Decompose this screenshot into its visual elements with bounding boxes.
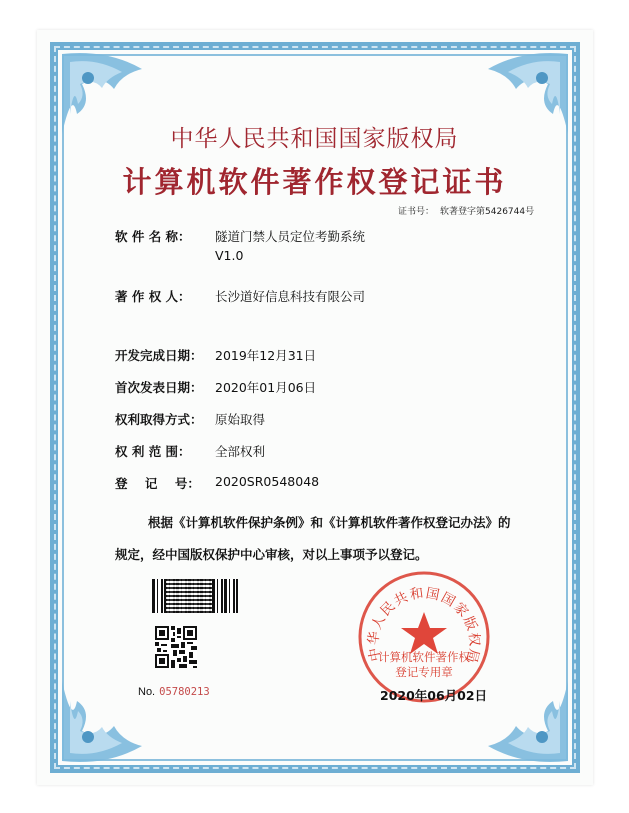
field-label: 著 作 权 人：	[115, 289, 191, 304]
field-software-name	[115, 227, 365, 263]
field-label: 权 利 范 围：	[115, 444, 191, 459]
issue-date: 2020年06月02日	[380, 688, 488, 703]
field-label: 权利取得方式：	[115, 412, 203, 427]
field-label: 登 记 号：	[115, 476, 200, 491]
seal-text-line-1: 计算机软件著作权	[378, 650, 470, 664]
certificate-number-value: 软著登字第5426744号	[440, 207, 535, 217]
publish-date-value: 2020年01月06日	[215, 380, 317, 395]
body-text-line-1: 根据《计算机软件保护条例》和《计算机软件著作权登记办法》的	[148, 515, 511, 530]
serial-number	[138, 686, 210, 698]
serial-value: 05780213	[159, 686, 210, 698]
issuer-title: 中华人民共和国国家版权局	[170, 126, 459, 152]
qr-code	[155, 626, 197, 668]
field-scope	[115, 442, 265, 460]
corner-ornament	[52, 671, 152, 771]
reg-number-value: 2020SR0548048	[215, 474, 320, 489]
field-dev-date	[115, 346, 316, 364]
seal-ring-text: 中华人民共和国国家版权局	[365, 585, 483, 666]
scope-value: 全部权利	[215, 444, 266, 459]
barcode	[152, 579, 238, 613]
owner-value: 长沙道好信息科技有限公司	[215, 289, 366, 304]
field-label: 开发完成日期：	[115, 348, 203, 363]
field-owner	[115, 287, 365, 305]
certificate-number	[392, 204, 534, 217]
software-version-value: V1.0	[215, 248, 244, 263]
field-label: 首次发表日期：	[115, 380, 203, 395]
serial-label: No.	[138, 686, 156, 698]
software-name-value: 隧道门禁人员定位考勤系统	[215, 229, 366, 244]
certificate-title: 计算机软件著作权登记证书	[122, 165, 507, 199]
acquire-value: 原始取得	[215, 412, 266, 427]
field-reg-number	[115, 474, 319, 492]
dev-date-value: 2019年12月31日	[215, 348, 317, 363]
star-icon	[401, 612, 447, 654]
seal-text-line-2: 登记专用章	[395, 665, 453, 679]
field-acquire	[115, 410, 265, 428]
body-text-line-2: 规定，经中国版权保护中心审核，对以上事项予以登记。	[115, 547, 428, 562]
field-label: 软 件 名 称：	[115, 229, 191, 244]
corner-ornament	[478, 671, 578, 771]
field-publish-date	[115, 378, 316, 396]
certificate-number-label: 证书号：	[398, 207, 435, 217]
